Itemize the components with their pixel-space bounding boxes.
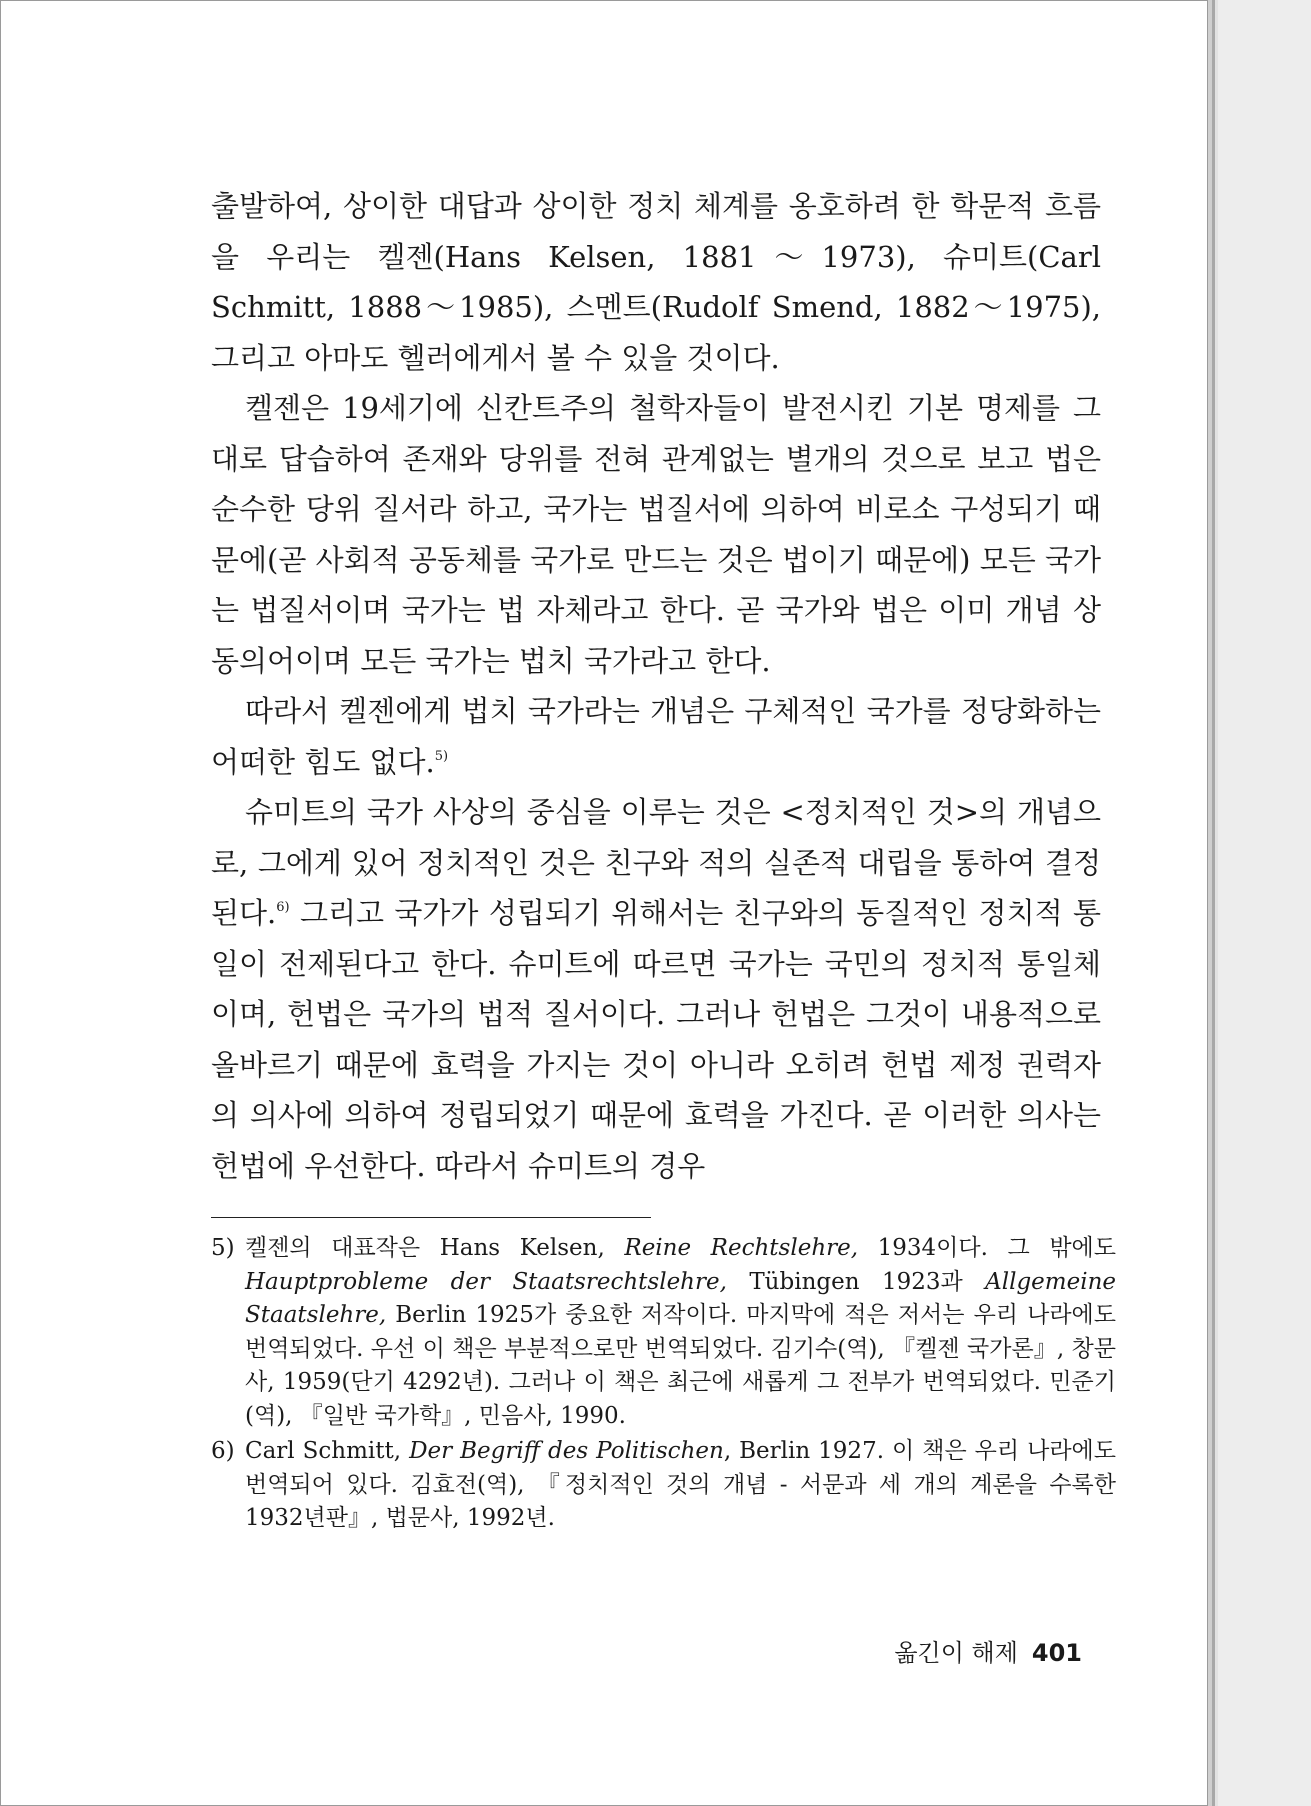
footnote-divider <box>211 1217 651 1218</box>
footnote-text: , Berlin 1927. 이 책은 우리 나라에도 번역되어 있다. 김효전(역), 『정치적인 것의 개념 - 서문과 세 개의 계론을 수록한 1932년판』, 법문사, 1992년. <box>245 1438 1116 1531</box>
footnote-title: Hauptprobleme der Staatsrechtslehre, <box>245 1268 727 1295</box>
paragraph-4 <box>211 787 1101 1191</box>
footnote-ref-6: 6) <box>276 900 290 915</box>
footnotes <box>211 1232 1116 1538</box>
paragraph-3-text: 따라서 켈젠에게 법치 국가라는 개념은 구체적인 국가를 정당화하는 어떠한 힘도 없다. <box>211 694 1101 779</box>
running-footer-label: 옮긴이 해제 <box>894 1639 1018 1667</box>
footnote-ref-5: 5) <box>434 748 449 764</box>
footnote-title: Allgemeine Staatslehre, <box>245 1268 1116 1328</box>
footnote-text: Berlin 1925가 중요한 저작이다. 마지막에 적은 저서는 우리 나라에도 번역되었다. 우선 이 책은 부분적으로만 번역되었다. 김기수(역), 『켈젠 국가론』, 창문사, 1959(단기 4292년). 그러나 이 책은 최근에 새롭게 그 전부가 번역되었다. 민준기(역), 『일반 국가학』, 민음사, 1990. <box>245 1302 1116 1429</box>
footnote-title: Reine Rechtslehre, <box>624 1235 859 1261</box>
paragraph-3 <box>211 686 1101 787</box>
footnote-text: Tübingen 1923과 <box>726 1268 986 1295</box>
running-footer <box>894 1633 1082 1668</box>
footnote-number: 6) <box>211 1438 235 1464</box>
footnote-text: 1934이다. 그 밖에도 <box>858 1235 1116 1261</box>
paragraph-2: 켈젠은 19세기에 신칸트주의 철학자들이 발전시킨 기본 명제를 그대로 답습하여 존재와 당위를 전혀 관계없는 별개의 것으로 보고 법은 순수한 당위 질서라 하고, 국가는 법질서에 의하여 비로소 구성되기 때문에(곧 사회적 공동체를 국가로 만드는 것은 법이기 때문에) 모든 국가는 법질서이며 국가는 법 자체라고 한다. 곧 국가와 법은 이미 개념 상 동의어이며 모든 국가는 법치 국가라고 한다. <box>211 391 1101 678</box>
page-number: 401 <box>1031 1639 1082 1667</box>
footnote-5 <box>211 1232 1116 1433</box>
paragraph-4-text-a: 슈미트의 국가 사상의 중심을 이루는 것은 <정치적인 것>의 개념으로, 그에게 있어 정치적인 것은 친구와 적의 실존적 대립을 통하여 결정된다. <box>211 795 1101 930</box>
paragraph-4-text-b: 그리고 국가가 성립되기 위해서는 친구와의 동질적인 정치적 통일이 전제된다고 한다. 슈미트에 따르면 국가는 국민의 정치적 통일체이며, 헌법은 국가의 법적 질서이다. 그러나 헌법은 그것이 내용적으로 올바르기 때문에 효력을 가지는 것이 아니라 오히려 헌법 제정 권력자의 의사에 의하여 정립되었기 때문에 효력을 가진다. 곧 이러한 의사는 헌법에 우선한다. 따라서 슈미트의 경우 <box>211 896 1101 1183</box>
paragraph-1: 출발하여, 상이한 대답과 상이한 정치 체계를 옹호하려 한 학문적 흐름을 우리는 켈젠(Hans Kelsen, 1881～1973), 슈미트(Carl Schmitt, 1888～1985), 스멘트(Rudolf Smend, 1882～1975), 그리고 아마도 헬러에게서 볼 수 있을 것이다. <box>211 189 1101 375</box>
body-text <box>211 181 1101 1191</box>
footnote-6 <box>211 1435 1116 1536</box>
footnote-title: Der Begriff des Politischen <box>409 1438 724 1464</box>
footnote-text: 켈젠의 대표작은 Hans Kelsen, <box>245 1235 625 1261</box>
footnote-text: Carl Schmitt, <box>245 1438 410 1464</box>
footnote-number: 5) <box>211 1235 235 1261</box>
